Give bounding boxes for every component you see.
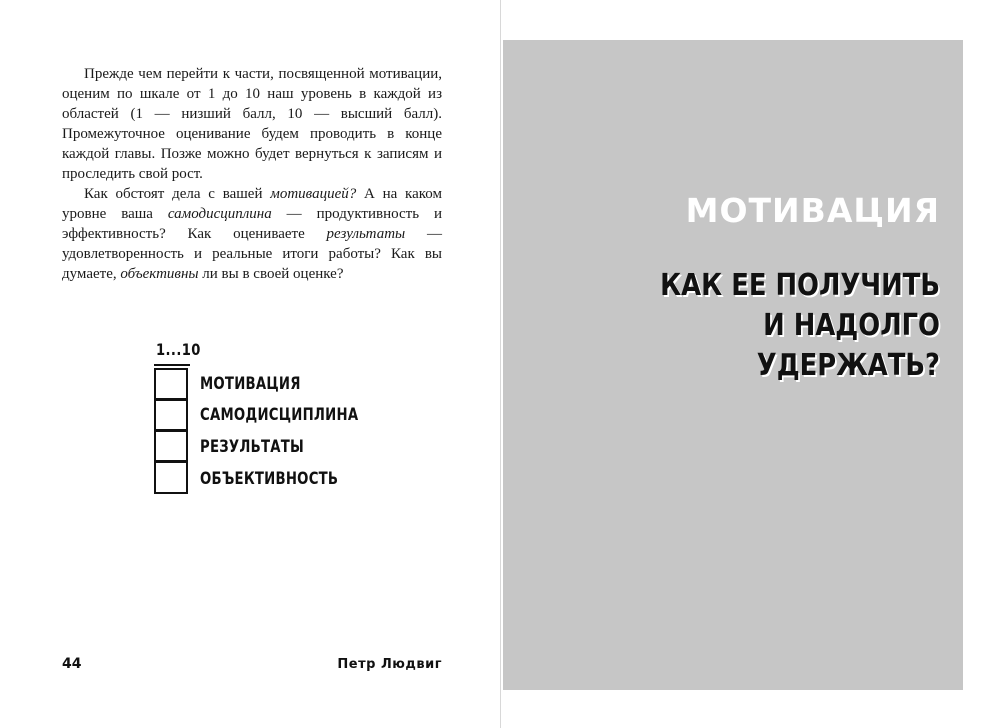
emphasis-objective: объективны bbox=[120, 266, 199, 282]
chapter-title: МОТИВАЦИЯ bbox=[685, 191, 940, 230]
text-segment: А на каком уровне ваша bbox=[62, 186, 443, 222]
emphasis-self-discipline: самодисциплина bbox=[167, 206, 272, 222]
box-divider bbox=[156, 429, 186, 432]
subtitle-line: УДЕРЖАТЬ? bbox=[756, 348, 940, 383]
subtitle-line: КАК ЕЕ ПОЛУЧИТЬ bbox=[660, 268, 940, 303]
text-segment: ли вы в своей оценке? bbox=[198, 266, 344, 282]
page-number: 44 bbox=[62, 656, 82, 672]
subtitle-line: И НАДОЛГО bbox=[763, 308, 940, 343]
running-footer-author: Петр Людвиг bbox=[337, 657, 442, 672]
chapter-subtitle bbox=[560, 266, 940, 386]
scale-label: 1...10 bbox=[156, 340, 201, 359]
emphasis-results: результаты bbox=[326, 226, 406, 242]
body-text bbox=[62, 64, 442, 284]
checklist-item-self-discipline: САМОДИСЦИПЛИНА bbox=[200, 405, 359, 425]
paragraph-1 bbox=[62, 64, 442, 184]
self-assessment-checklist bbox=[154, 340, 384, 510]
scale-underline bbox=[154, 364, 190, 366]
right-page bbox=[501, 0, 1000, 728]
text-segment: Прежде чем перейти к части, посвященной мотивации, оценим по шкале от 1 до 10 наш уровень в каждой из областей (1 — низший балл, 10 — высший балл). Промежуточное оценивание будем проводить в конце каждой главы. Позже можно будет вернуться к записям и проследить свой рост. bbox=[62, 66, 442, 182]
box-divider bbox=[156, 398, 186, 401]
text-segment: — удовлетворенность и реальные итоги работы? Как вы думаете, bbox=[62, 226, 442, 282]
box-divider bbox=[156, 460, 186, 463]
text-segment: — продуктивность и эффективность? Как оцениваете bbox=[62, 206, 442, 242]
checklist-item-results: РЕЗУЛЬТАТЫ bbox=[200, 437, 304, 457]
checklist-item-motivation: МОТИВАЦИЯ bbox=[200, 374, 301, 394]
text-segment: Как обстоят дела с вашей bbox=[84, 186, 271, 202]
score-boxes bbox=[154, 368, 188, 494]
emphasis-motivation: мотивацией? bbox=[270, 186, 357, 202]
paragraph-2 bbox=[62, 184, 442, 284]
checklist-item-objectivity: ОБЪЕКТИВНОСТЬ bbox=[200, 469, 339, 489]
